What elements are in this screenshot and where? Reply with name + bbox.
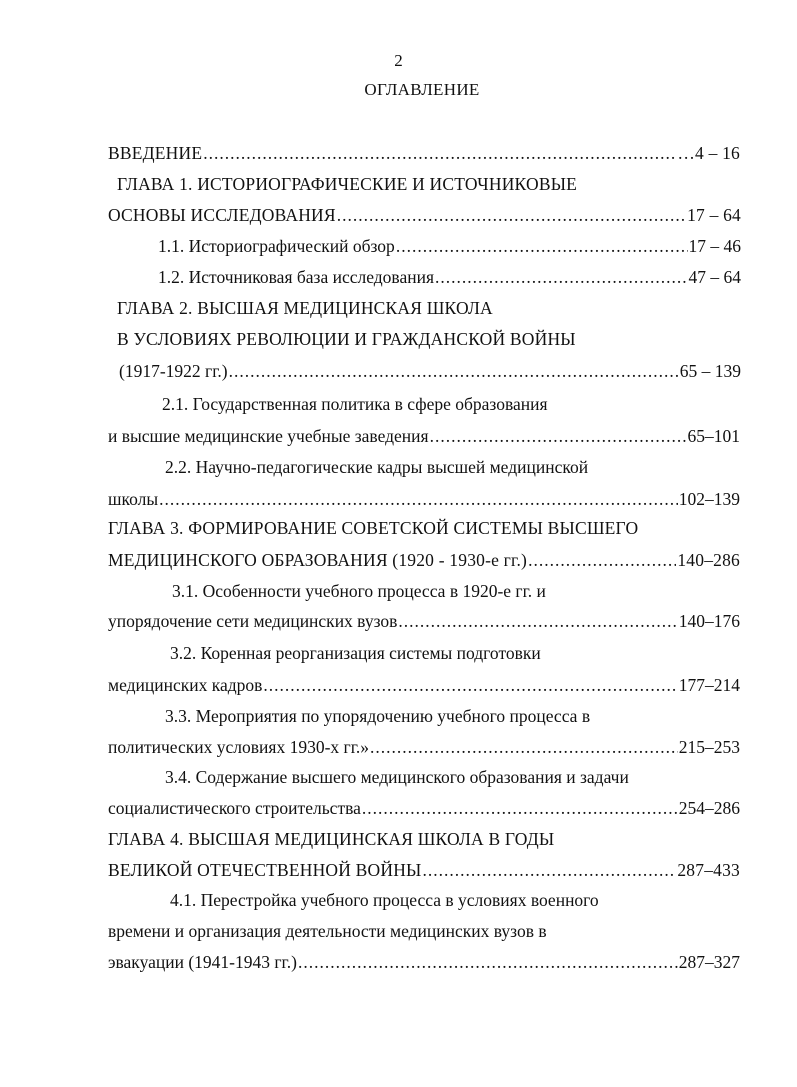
toc-entry-pages: 47 – 64 bbox=[688, 267, 741, 287]
toc-section-2-1-heading: 2.1. Государственная политика в сфере образования bbox=[162, 394, 548, 414]
toc-entry-1-2 bbox=[158, 265, 741, 289]
toc-entry-chapter-4 bbox=[108, 858, 740, 882]
toc-entry-pages: 140–176 bbox=[678, 611, 740, 631]
leader-dots bbox=[398, 609, 677, 633]
toc-entry-2-1 bbox=[108, 424, 740, 448]
toc-entry-label: и высшие медицинские учебные заведения bbox=[108, 426, 429, 446]
toc-entry-4-1 bbox=[108, 950, 740, 974]
toc-entry-label: эвакуации (1941-1943 гг.) bbox=[108, 952, 297, 972]
toc-section-3-3-heading: 3.3. Мероприятия по упорядочению учебного процесса в bbox=[165, 706, 591, 726]
toc-entry-pages: 287–433 bbox=[677, 860, 740, 880]
toc-section-3-1-heading: 3.1. Особенности учебного процесса в 1920-е гг. и bbox=[172, 581, 546, 601]
toc-section-3-4-heading: 3.4. Содержание высшего медицинского образования и задачи bbox=[165, 767, 629, 787]
toc-section-2-2-heading: 2.2. Научно-педагогические кадры высшей медицинской bbox=[165, 457, 589, 477]
toc-entry-2-2 bbox=[108, 487, 740, 511]
leader-dots bbox=[159, 487, 678, 511]
toc-section-4-1-heading: 4.1. Перестройка учебного процесса в условиях военного bbox=[170, 890, 599, 910]
toc-chapter-2-heading: ГЛАВА 2. ВЫСШАЯ МЕДИЦИНСКАЯ ШКОЛА bbox=[117, 298, 493, 318]
leader-dots bbox=[396, 234, 688, 258]
toc-entry-label: ВВЕДЕНИЕ bbox=[108, 143, 203, 163]
toc-entry-pages: 17 – 46 bbox=[688, 236, 741, 256]
toc-title: ОГЛАВЛЕНИЕ bbox=[364, 80, 480, 99]
toc-entry-pages: 102–139 bbox=[678, 489, 740, 509]
toc-entry-label: упорядочение сети медицинских вузов bbox=[108, 611, 398, 631]
toc-entry-pages: 65–101 bbox=[687, 426, 740, 446]
toc-entry-introduction bbox=[108, 141, 740, 165]
toc-section-3-2-heading: 3.2. Коренная реорганизация системы подготовки bbox=[170, 643, 541, 663]
toc-entry-pages: …4 – 16 bbox=[677, 143, 740, 163]
toc-chapter-3-heading: ГЛАВА 3. ФОРМИРОВАНИЕ СОВЕТСКОЙ СИСТЕМЫ ВЫСШЕГО bbox=[108, 518, 639, 538]
page-number: 2 bbox=[394, 51, 403, 70]
leader-dots bbox=[337, 203, 686, 227]
toc-entry-label: (1917-1922 гг.) bbox=[119, 361, 228, 381]
leader-dots bbox=[203, 141, 676, 165]
toc-section-4-1-heading-cont: времени и организация деятельности медицинских вузов в bbox=[108, 921, 547, 941]
toc-entry-pages: 17 – 64 bbox=[687, 205, 741, 225]
toc-chapter-4-heading: ГЛАВА 4. ВЫСШАЯ МЕДИЦИНСКАЯ ШКОЛА В ГОДЫ bbox=[108, 829, 555, 849]
toc-entry-label: медицинских кадров bbox=[108, 675, 263, 695]
leader-dots bbox=[430, 424, 687, 448]
leader-dots bbox=[229, 359, 679, 383]
leader-dots bbox=[528, 548, 676, 572]
toc-entry-1-1 bbox=[158, 234, 741, 258]
toc-entry-pages: 287–327 bbox=[678, 952, 740, 972]
toc-entry-label: ОСНОВЫ ИССЛЕДОВАНИЯ bbox=[108, 205, 336, 225]
toc-entry-pages: 140–286 bbox=[677, 550, 740, 570]
toc-entry-3-3 bbox=[108, 735, 740, 759]
leader-dots bbox=[298, 950, 678, 974]
toc-entry-chapter-2 bbox=[119, 359, 741, 383]
leader-dots bbox=[362, 796, 678, 820]
leader-dots bbox=[370, 735, 678, 759]
toc-entry-pages: 254–286 bbox=[678, 798, 740, 818]
toc-entry-3-2 bbox=[108, 673, 740, 697]
toc-entry-label: школы bbox=[108, 489, 159, 509]
toc-entry-chapter-3 bbox=[108, 548, 740, 572]
toc-chapter-1-heading: ГЛАВА 1. ИСТОРИОГРАФИЧЕСКИЕ И ИСТОЧНИКОВЫЕ bbox=[117, 174, 578, 194]
toc-entry-pages: 177–214 bbox=[678, 675, 740, 695]
toc-entry-label: социалистического строительства bbox=[108, 798, 361, 818]
toc-entry-label: политических условиях 1930-х гг.» bbox=[108, 737, 370, 757]
leader-dots bbox=[423, 858, 677, 882]
toc-entry-label: МЕДИЦИНСКОГО ОБРАЗОВАНИЯ (1920 - 1930-е гг.) bbox=[108, 550, 528, 570]
leader-dots bbox=[263, 673, 677, 697]
toc-entry-3-4 bbox=[108, 796, 740, 820]
toc-entry-pages: 65 – 139 bbox=[679, 361, 741, 381]
toc-entry-label: 1.2. Источниковая база исследования bbox=[158, 267, 434, 287]
toc-entry-label: 1.1. Историографический обзор bbox=[158, 236, 395, 256]
leader-dots bbox=[435, 265, 688, 289]
toc-chapter-2-heading-cont: В УСЛОВИЯХ РЕВОЛЮЦИИ И ГРАЖДАНСКОЙ ВОЙНЫ bbox=[117, 329, 576, 349]
toc-entry-label: ВЕЛИКОЙ ОТЕЧЕСТВЕННОЙ ВОЙНЫ bbox=[108, 860, 422, 880]
toc-entry-chapter-1 bbox=[108, 203, 741, 227]
toc-entry-3-1 bbox=[108, 609, 740, 633]
toc-entry-pages: 215–253 bbox=[678, 737, 740, 757]
